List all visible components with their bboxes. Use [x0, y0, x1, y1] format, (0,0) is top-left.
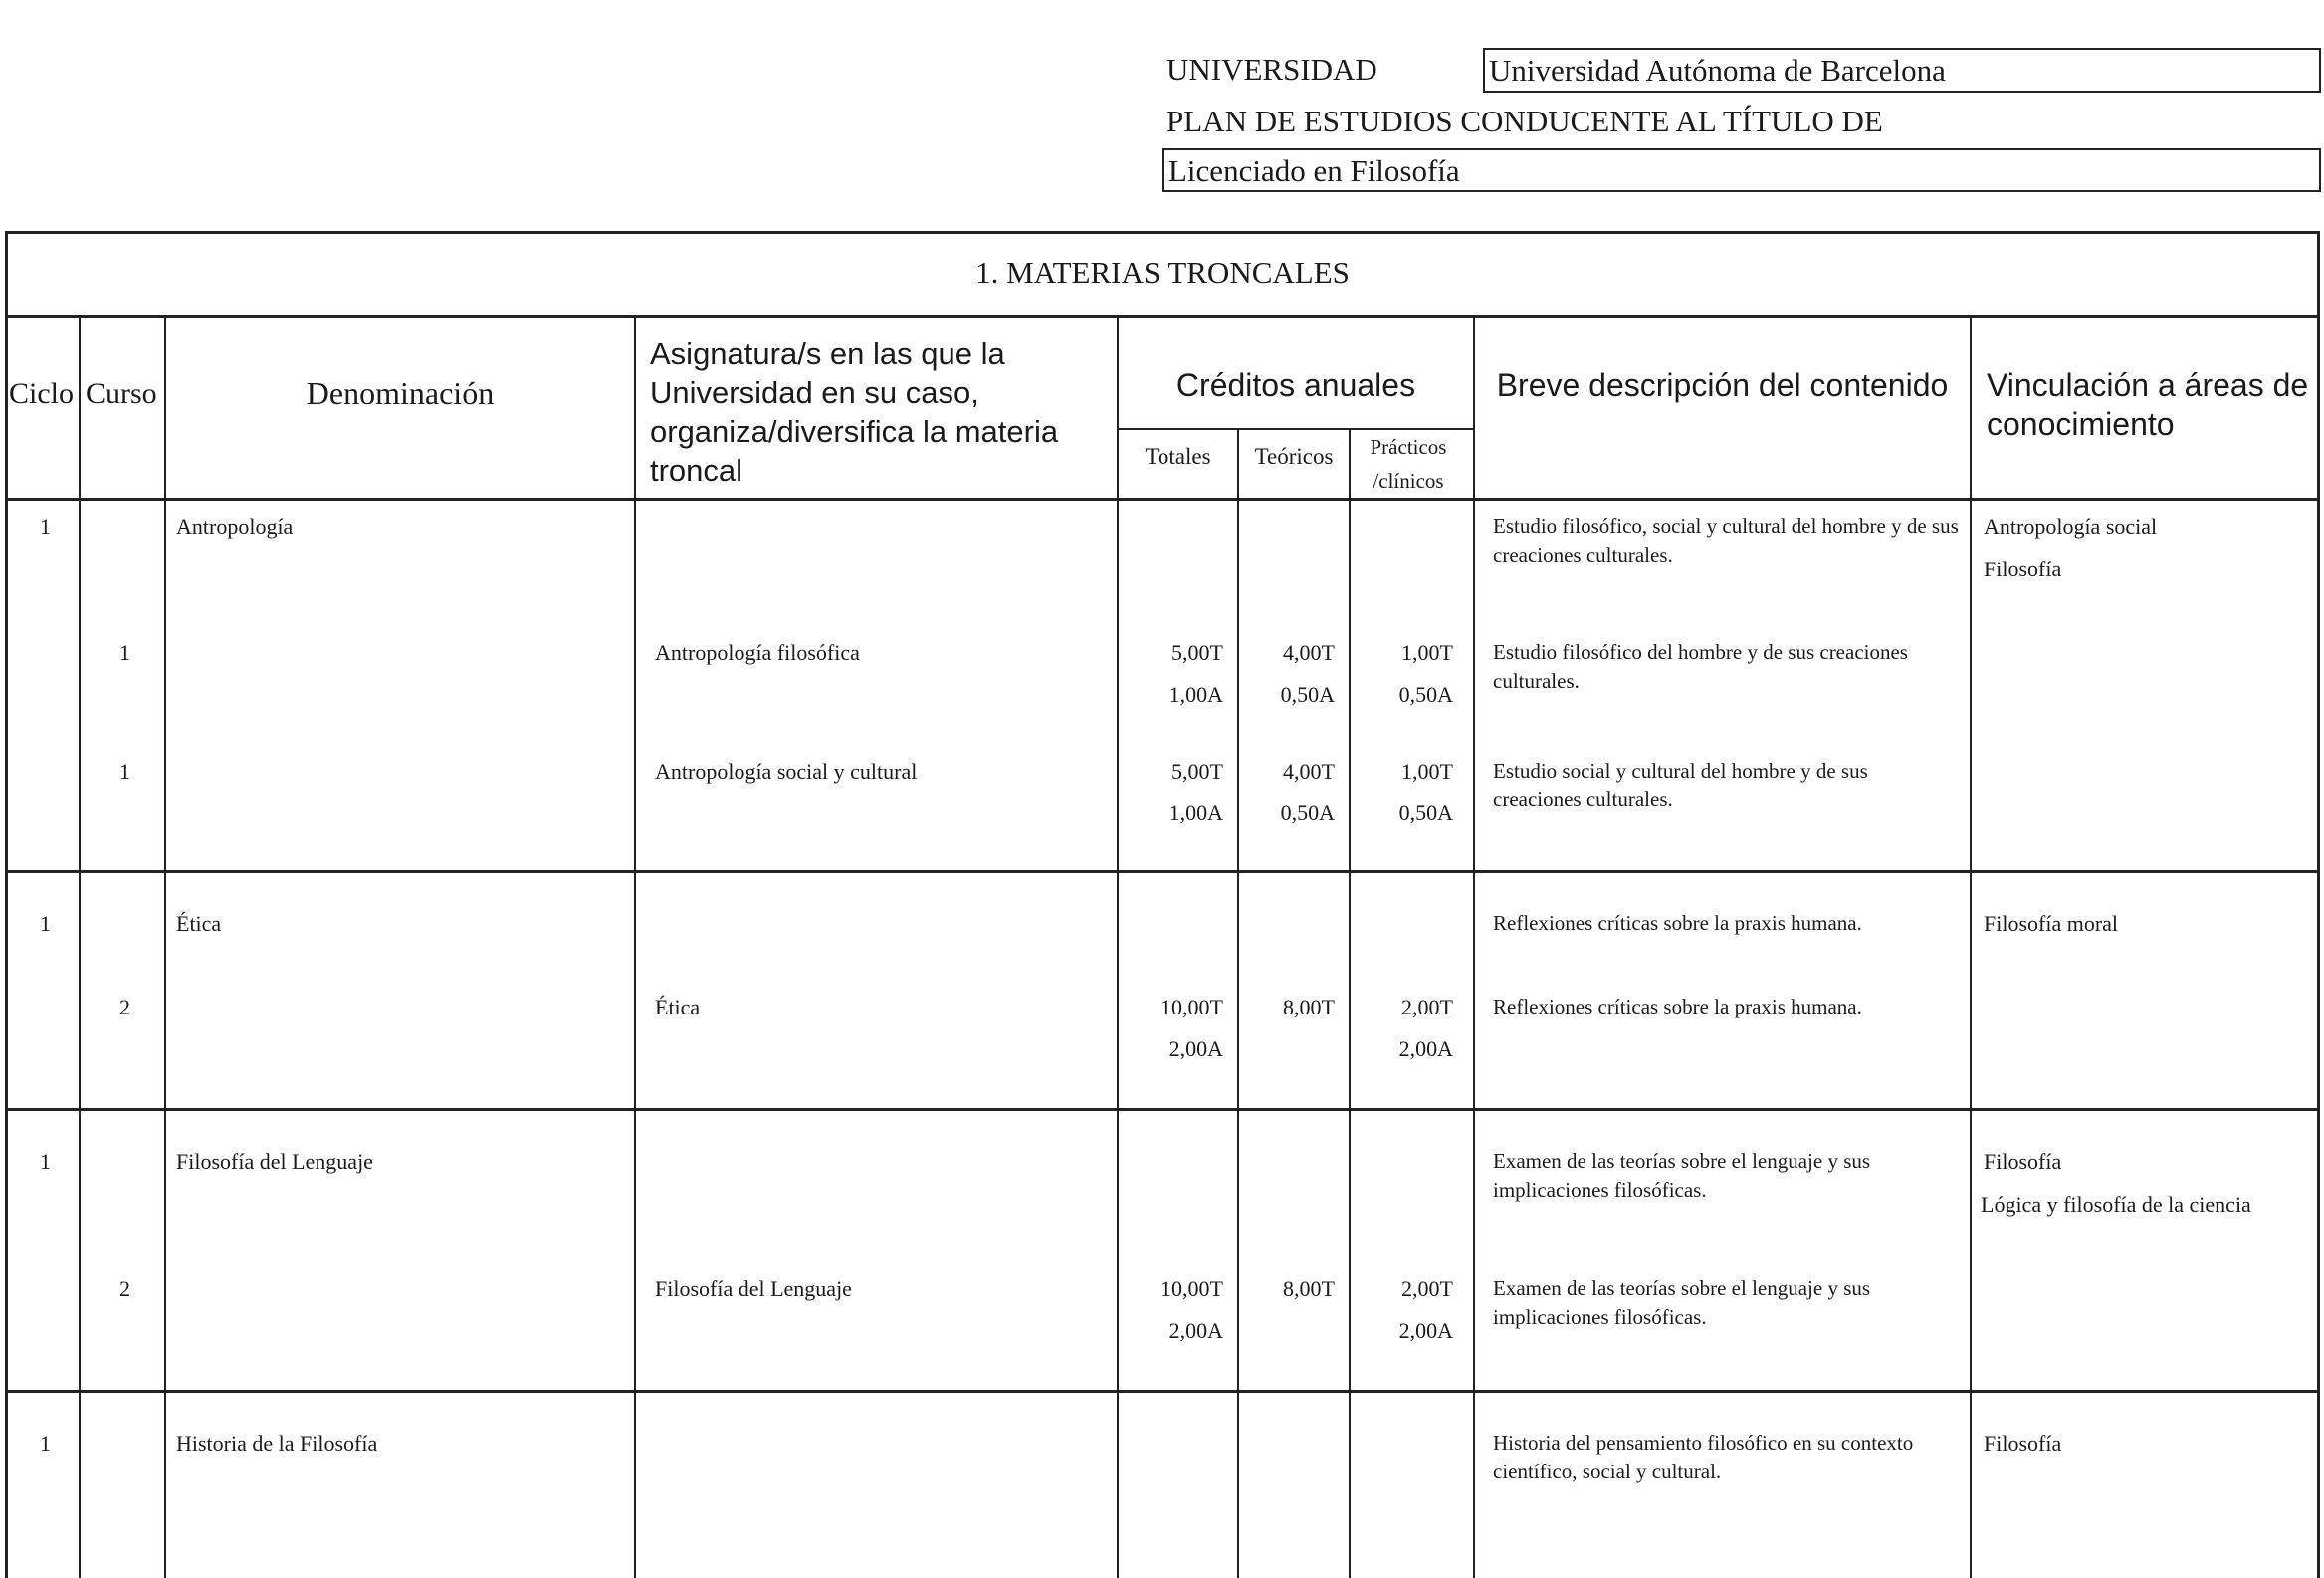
teoricos-cell: 8,00T	[1283, 1276, 1335, 1301]
col-denominacion: Denominación	[306, 375, 495, 411]
descripcion-cell: Examen de las teorías sobre el lenguaje y sus implicaciones filosóficas.	[1493, 1149, 1871, 1202]
area-cell: Filosofía	[1984, 1149, 2062, 1174]
col-ciclo: Ciclo	[9, 377, 74, 410]
teoricos-cell: 4,00T	[1283, 759, 1335, 784]
col-practicos: Prácticos /clínicos	[1370, 435, 1447, 493]
ciclo-cell: 1	[40, 1431, 51, 1456]
universidad-value: Universidad Autónoma de Barcelona	[1489, 53, 1946, 88]
teoricos-cell: 0,50A	[1280, 682, 1335, 707]
teoricos-cell: 4,00T	[1283, 640, 1335, 665]
col-teoricos: Teóricos	[1254, 444, 1334, 469]
area-cell: Filosofía moral	[1984, 911, 2119, 936]
descripcion-cell: Estudio filosófico del hombre y de sus creaciones culturales.	[1493, 640, 1908, 693]
denominacion-cell: Historia de la Filosofía	[176, 1431, 378, 1456]
practicos-cell: 0,50A	[1398, 800, 1453, 825]
col-vinculacion: Vinculación a áreas de conocimiento	[1987, 367, 2309, 442]
plan-label: PLAN DE ESTUDIOS CONDUCENTE AL TÍTULO DE	[1166, 104, 1883, 138]
descripcion-cell: Examen de las teorías sobre el lenguaje y sus implicaciones filosóficas.	[1493, 1276, 1871, 1329]
asignatura-cell: Antropología filosófica	[655, 640, 860, 665]
practicos-cell: 1,00T	[1401, 640, 1453, 665]
universidad-label: UNIVERSIDAD	[1166, 52, 1377, 87]
curso-cell: 2	[119, 995, 130, 1019]
asignatura-cell: Filosofía del Lenguaje	[655, 1276, 852, 1301]
descripcion-cell: Historia del pensamiento filosófico en su contexto científico, social y cultural.	[1493, 1431, 1914, 1483]
area-cell: Lógica y filosofía de la ciencia	[1981, 1192, 2251, 1217]
asignatura-cell: Ética	[655, 995, 701, 1019]
descripcion-cell: Reflexiones críticas sobre la praxis humana.	[1493, 911, 1862, 935]
col-asignaturas: Asignatura/s en las que la Universidad en su caso, organiza/diversifica la materia troncal	[650, 337, 1059, 488]
totales-cell: 5,00T	[1171, 759, 1223, 784]
section-title: 1. MATERIAS TRONCALES	[975, 255, 1350, 290]
practicos-cell: 2,00T	[1401, 995, 1453, 1019]
denominacion-cell: Filosofía del Lenguaje	[176, 1149, 373, 1174]
totales-cell: 10,00T	[1161, 995, 1223, 1019]
universidad-field	[1483, 48, 2321, 93]
totales-cell: 5,00T	[1171, 640, 1223, 665]
practicos-cell: 2,00A	[1398, 1036, 1453, 1061]
descripcion-cell: Estudio social y cultural del hombre y de sus creaciones culturales.	[1493, 759, 1868, 811]
curso-cell: 2	[119, 1276, 130, 1301]
titulo-value: Licenciado en Filosofía	[1168, 153, 1460, 188]
totales-cell: 2,00A	[1168, 1036, 1223, 1061]
ciclo-cell: 1	[40, 1149, 51, 1174]
denominacion-cell: Antropología	[176, 514, 294, 539]
teoricos-cell: 0,50A	[1280, 800, 1335, 825]
teoricos-cell: 8,00T	[1283, 995, 1335, 1019]
titulo-field	[1162, 148, 2321, 192]
col-curso: Curso	[86, 377, 157, 410]
descripcion-cell: Reflexiones críticas sobre la praxis humana.	[1493, 995, 1862, 1018]
descripcion-cell: Estudio filosófico, social y cultural del hombre y de sus creaciones culturales.	[1493, 514, 1959, 566]
col-totales: Totales	[1145, 444, 1211, 469]
totales-cell: 2,00A	[1168, 1318, 1223, 1343]
asignatura-cell: Antropología social y cultural	[655, 759, 918, 784]
practicos-cell: 2,00T	[1401, 1276, 1453, 1301]
area-cell: Filosofía	[1984, 1431, 2062, 1456]
practicos-cell: 1,00T	[1401, 759, 1453, 784]
col-descripcion: Breve descripción del contenido	[1496, 367, 1949, 403]
practicos-cell: 2,00A	[1398, 1318, 1453, 1343]
practicos-cell: 0,50A	[1398, 682, 1453, 707]
totales-cell: 1,00A	[1168, 800, 1223, 825]
curso-cell: 1	[119, 640, 130, 665]
col-creditos: Créditos anuales	[1175, 367, 1416, 403]
curso-cell: 1	[119, 759, 130, 784]
totales-cell: 10,00T	[1161, 1276, 1223, 1301]
area-cell: Filosofía	[1984, 557, 2062, 581]
ciclo-cell: 1	[40, 514, 51, 539]
denominacion-cell: Ética	[176, 911, 222, 936]
totales-cell: 1,00A	[1168, 682, 1223, 707]
ciclo-cell: 1	[40, 911, 51, 936]
area-cell: Antropología social	[1984, 514, 2158, 539]
